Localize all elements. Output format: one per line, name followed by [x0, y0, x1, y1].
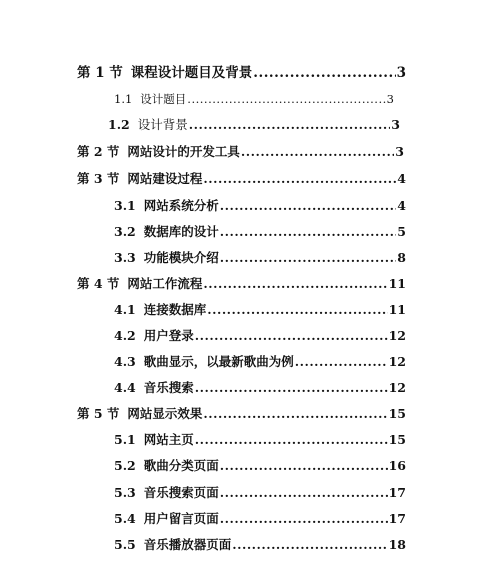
toc-title: 设计题目 — [140, 92, 187, 106]
toc-title: 用户留言页面 — [143, 511, 219, 526]
toc-page-number: 11 — [388, 302, 406, 317]
toc-title: 用户登录 — [143, 328, 194, 343]
dot-leader — [203, 407, 387, 421]
dot-leader — [203, 172, 396, 186]
toc-title: 网站显示效果 — [127, 406, 203, 421]
toc-title: 网站建设过程 — [127, 171, 203, 186]
toc-page-number: 3 — [391, 117, 400, 132]
dot-leader — [195, 329, 388, 343]
toc-page-number: 16 — [388, 458, 406, 473]
toc-entry-1-1[interactable] — [114, 92, 394, 106]
toc-title: 网站系统分析 — [143, 198, 219, 213]
dot-leader — [253, 66, 395, 80]
toc-title: 音乐搜索页面 — [143, 485, 219, 500]
toc-page-number: 12 — [388, 380, 406, 395]
toc-number: 3.2 — [114, 224, 136, 239]
dot-leader — [187, 92, 385, 106]
toc-page-number: 17 — [388, 511, 406, 526]
dot-leader — [220, 199, 397, 213]
toc-page-number: 4 — [397, 198, 406, 213]
toc-title: 网站设计的开发工具 — [127, 144, 240, 159]
toc-number: 5.3 — [114, 485, 136, 500]
toc-entry-4-2[interactable] — [114, 329, 406, 343]
toc-number: 5.1 — [114, 432, 136, 447]
toc-entry-section-4[interactable] — [77, 277, 406, 291]
toc-entry-5-1[interactable] — [114, 433, 406, 447]
toc-title: 数据库的设计 — [143, 224, 219, 239]
toc-entry-4-1[interactable] — [114, 303, 406, 317]
toc-number: 第 5 节 — [77, 406, 120, 421]
toc-page-number: 15 — [388, 432, 406, 447]
toc-number: 4.3 — [114, 354, 136, 369]
toc-page-number: 11 — [388, 276, 406, 291]
dot-leader — [220, 512, 388, 526]
toc-entry-section-1[interactable] — [77, 66, 406, 80]
toc-entry-5-2[interactable] — [114, 459, 406, 473]
toc-title: 音乐播放器页面 — [143, 537, 232, 552]
toc-page-number: 3 — [396, 65, 406, 81]
toc-number: 第 1 节 — [77, 65, 123, 81]
dot-leader — [295, 355, 388, 369]
toc-page-number: 18 — [388, 537, 406, 552]
toc-number: 5.5 — [114, 537, 136, 552]
toc-entry-5-3[interactable] — [114, 486, 406, 500]
toc-entry-section-5[interactable] — [77, 407, 406, 421]
toc-entry-5-4[interactable] — [114, 512, 406, 526]
toc-number: 4.4 — [114, 380, 136, 395]
toc-entry-3-2[interactable] — [114, 225, 406, 239]
toc-title: 音乐搜索 — [143, 380, 194, 395]
dot-leader — [232, 538, 387, 552]
toc-page-number: 17 — [388, 485, 406, 500]
toc-number: 第 2 节 — [77, 144, 120, 159]
toc-title: 歌曲显示，以最新歌曲为例 — [143, 354, 294, 369]
toc-entry-3-3[interactable] — [114, 251, 406, 265]
dot-leader — [195, 433, 388, 447]
toc-page-number: 5 — [397, 224, 406, 239]
toc-title: 网站工作流程 — [127, 276, 203, 291]
dot-leader — [195, 381, 388, 395]
toc-page-number: 8 — [397, 250, 406, 265]
toc-number: 1.1 — [114, 92, 133, 106]
dot-leader — [207, 303, 387, 317]
toc-entry-5-5[interactable] — [114, 538, 406, 552]
toc-page-number: 12 — [388, 328, 406, 343]
toc-number: 第 3 节 — [77, 171, 120, 186]
toc-title: 网站主页 — [143, 432, 194, 447]
dot-leader — [220, 459, 388, 473]
toc-number: 3.3 — [114, 250, 136, 265]
toc-entry-section-2[interactable] — [77, 145, 404, 159]
toc-entry-section-3[interactable] — [77, 172, 406, 186]
toc-entry-4-3[interactable] — [114, 355, 406, 369]
toc-number: 1.2 — [108, 117, 130, 132]
dot-leader — [220, 225, 397, 239]
toc-page-number: 4 — [397, 171, 406, 186]
toc-entry-4-4[interactable] — [114, 381, 406, 395]
toc-page-number: 15 — [388, 406, 406, 421]
toc-number: 4.2 — [114, 328, 136, 343]
toc-number: 5.2 — [114, 458, 136, 473]
toc-entry-1-2[interactable] — [108, 118, 400, 132]
dot-leader — [189, 118, 391, 132]
toc-title: 连接数据库 — [143, 302, 207, 317]
dot-leader — [241, 145, 394, 159]
dot-leader — [203, 277, 387, 291]
toc-page-number: 3 — [395, 144, 404, 159]
toc-entry-3-1[interactable] — [114, 199, 406, 213]
toc-title: 歌曲分类页面 — [143, 458, 219, 473]
toc-title: 功能模块介绍 — [143, 250, 219, 265]
dot-leader — [220, 486, 388, 500]
toc-title: 课程设计题目及背景 — [130, 65, 253, 81]
toc-number: 3.1 — [114, 198, 136, 213]
toc-number: 第 4 节 — [77, 276, 120, 291]
toc-number: 4.1 — [114, 302, 136, 317]
toc-page-number: 3 — [386, 92, 394, 106]
toc-title: 设计背景 — [137, 117, 188, 132]
toc-page-number: 12 — [388, 354, 406, 369]
dot-leader — [220, 251, 397, 265]
toc-number: 5.4 — [114, 511, 136, 526]
